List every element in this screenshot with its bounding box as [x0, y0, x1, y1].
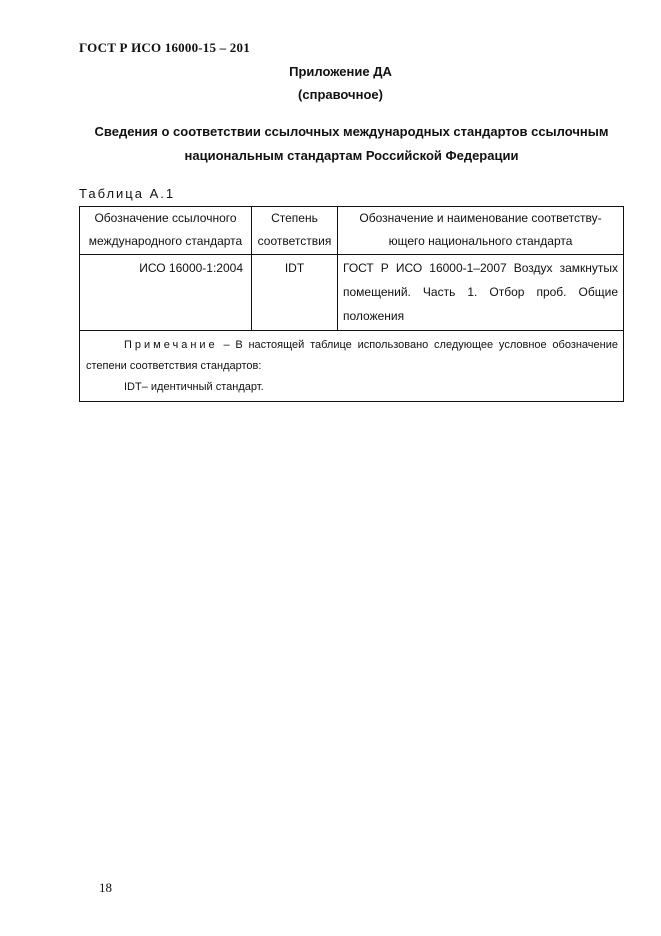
note-text [86, 335, 618, 377]
table-note-row [80, 331, 624, 402]
note-label: Примечание [124, 339, 218, 351]
table-caption: Таблица А.1 [79, 186, 176, 201]
header-national-standard [338, 207, 624, 255]
document-title-line2: национальным стандартам Российской Федерации [184, 148, 519, 163]
document-title [79, 120, 624, 168]
note-legend: IDT– идентичный стандарт. [124, 381, 264, 393]
note-body: – В настоящей таблице использовано следующее условное обозначение степени соответствия стандартов: [86, 339, 618, 372]
header-cell-line: Степень [271, 211, 318, 225]
document-header-code: ГОСТ Р ИСО 16000-15 – 201 [79, 40, 250, 55]
appendix-subtitle: (справочное) [298, 87, 383, 102]
document-title-line1: Сведения о соответствии ссылочных международных стандартов ссылочным [94, 124, 609, 139]
header-degree [252, 207, 338, 255]
correspondence-table [79, 206, 624, 402]
header-cell-line: соответствия [257, 234, 332, 248]
table-note [80, 331, 624, 402]
header-cell-line: ющего национального стандарта [388, 234, 573, 248]
header-cell-line: Обозначение ссылочного [94, 211, 237, 225]
page-number: 18 [99, 880, 112, 895]
cell-national-standard: ГОСТ Р ИСО 16000-1–2007 Воздух замкнутых помещений. Часть 1. Отбор проб. Общие положения [338, 255, 624, 331]
table-header-row [80, 207, 624, 255]
header-cell-line: Обозначение и наименование соответству- [359, 211, 602, 225]
appendix-title: Приложение ДА [289, 64, 392, 79]
header-international-standard [80, 207, 252, 255]
table-row [80, 255, 624, 331]
cell-degree: IDT [252, 255, 338, 331]
header-cell-line: международного стандарта [88, 234, 243, 248]
cell-international-standard: ИСО 16000-1:2004 [80, 255, 252, 331]
